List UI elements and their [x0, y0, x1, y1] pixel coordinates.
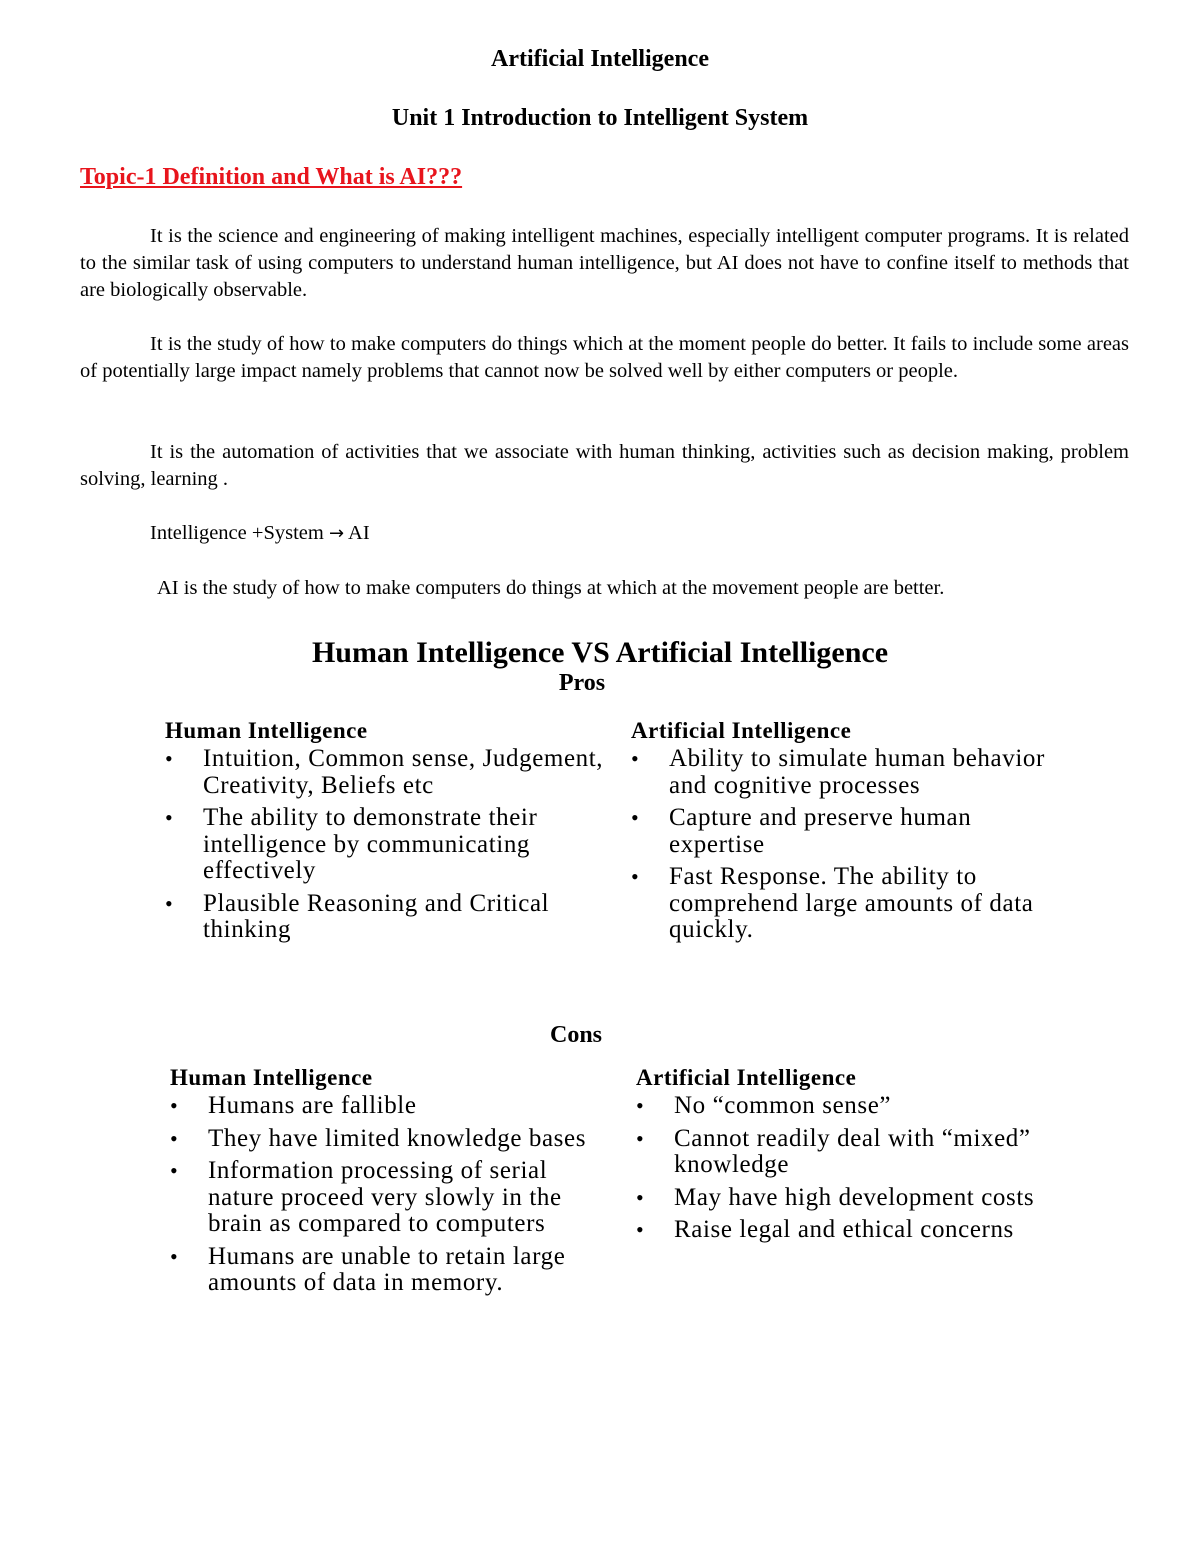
- right-arrow-icon: →: [328, 523, 345, 544]
- bullet-icon: •: [636, 1217, 645, 1242]
- cons-human-heading: Human Intelligence: [170, 1065, 373, 1090]
- ai-formula: [150, 520, 370, 547]
- bullet-icon: •: [165, 746, 174, 771]
- list-item-text: Cannot readily deal with “mixed” knowledge: [674, 1124, 1031, 1178]
- pros-human-column: [165, 718, 605, 950]
- list-item-text: Humans are unable to retain large amounts of data in memory.: [208, 1242, 566, 1296]
- bullet-icon: •: [631, 746, 640, 771]
- bullet-icon: •: [165, 805, 174, 830]
- ai-study-statement: AI is the study of how to make computers do things at which at the movement people are better.: [157, 577, 945, 599]
- list-item: [165, 891, 605, 944]
- list-item: [170, 1093, 610, 1120]
- list-item: [636, 1185, 1076, 1212]
- bullet-icon: •: [170, 1125, 179, 1151]
- cons-ai-list: [636, 1093, 1076, 1244]
- list-item: [631, 746, 1071, 799]
- list-item: [170, 1126, 610, 1153]
- pros-ai-heading: Artificial Intelligence: [631, 718, 852, 743]
- list-item: [636, 1217, 1076, 1244]
- topic-heading: Topic-1 Definition and What is AI???: [80, 164, 463, 190]
- list-item: [636, 1126, 1076, 1179]
- bullet-icon: •: [165, 890, 174, 916]
- bullet-icon: •: [170, 1158, 179, 1183]
- pros-human-heading: Human Intelligence: [165, 718, 368, 743]
- bullet-icon: •: [631, 864, 640, 889]
- unit-title: Unit 1 Introduction to Intelligent System: [391, 105, 809, 131]
- list-item-text: Plausible Reasoning and Critical thinking: [203, 889, 550, 943]
- bullet-icon: •: [636, 1184, 645, 1210]
- cons-label: Cons: [549, 1022, 603, 1048]
- pros-human-list: [165, 746, 605, 944]
- cons-human-column: [170, 1065, 610, 1303]
- document-title: Artificial Intelligence: [491, 46, 709, 72]
- list-item-text: Fast Response. The ability to comprehend large amounts of data quickly.: [669, 863, 1034, 943]
- list-item-text: They have limited knowledge bases: [208, 1124, 587, 1152]
- definition-paragraph-3: It is the automation of activities that we associate with human thinking, activities such as decision making, problem solving, learning .: [80, 441, 1129, 490]
- formula-left: Intelligence +System: [150, 522, 324, 544]
- pros-ai-list: [631, 746, 1071, 944]
- list-item-text: No “common sense”: [674, 1092, 892, 1119]
- cons-ai-heading: Artificial Intelligence: [636, 1065, 857, 1090]
- list-item-text: The ability to demonstrate their intelligence by communicating effectively: [203, 804, 538, 884]
- pros-label: Pros: [558, 670, 606, 696]
- list-item: [170, 1158, 610, 1238]
- bullet-icon: •: [170, 1093, 179, 1118]
- pros-ai-column: [631, 718, 1071, 950]
- list-item-text: Intuition, Common sense, Judgement, Creativity, Beliefs etc: [203, 745, 604, 799]
- list-item: [170, 1244, 610, 1297]
- list-item-text: Humans are fallible: [208, 1092, 417, 1119]
- list-item: [636, 1093, 1076, 1120]
- definition-paragraph-1: It is the science and engineering of making intelligent machines, especially intelligent computer programs. It is related to the similar task of using computers to understand human intelligence, but AI does not have to confine itself to methods that are biologically observable.: [80, 225, 1129, 301]
- bullet-icon: •: [170, 1243, 179, 1269]
- bullet-icon: •: [636, 1093, 645, 1118]
- list-item: [165, 746, 605, 799]
- list-item-text: Raise legal and ethical concerns: [674, 1216, 1014, 1243]
- bullet-icon: •: [636, 1125, 645, 1151]
- list-item-text: Capture and preserve human expertise: [669, 804, 972, 858]
- list-item: [165, 805, 605, 885]
- cons-ai-column: [636, 1065, 1076, 1250]
- list-item-text: May have high development costs: [674, 1183, 1035, 1211]
- list-item-text: Information processing of serial nature proceed very slowly in the brain as compared to computers: [208, 1157, 562, 1237]
- cons-human-list: [170, 1093, 610, 1297]
- list-item-text: Ability to simulate human behavior and cognitive processes: [669, 745, 1045, 799]
- comparison-title: Human Intelligence VS Artificial Intelligence: [311, 636, 889, 669]
- list-item: [631, 805, 1071, 858]
- list-item: [631, 864, 1071, 944]
- definition-paragraph-2: It is the study of how to make computers do things which at the moment people do better. It fails to include some areas of potentially large impact namely problems that cannot now be solved well by either computers or people.: [80, 333, 1129, 382]
- bullet-icon: •: [631, 805, 640, 830]
- formula-right: AI: [348, 522, 370, 544]
